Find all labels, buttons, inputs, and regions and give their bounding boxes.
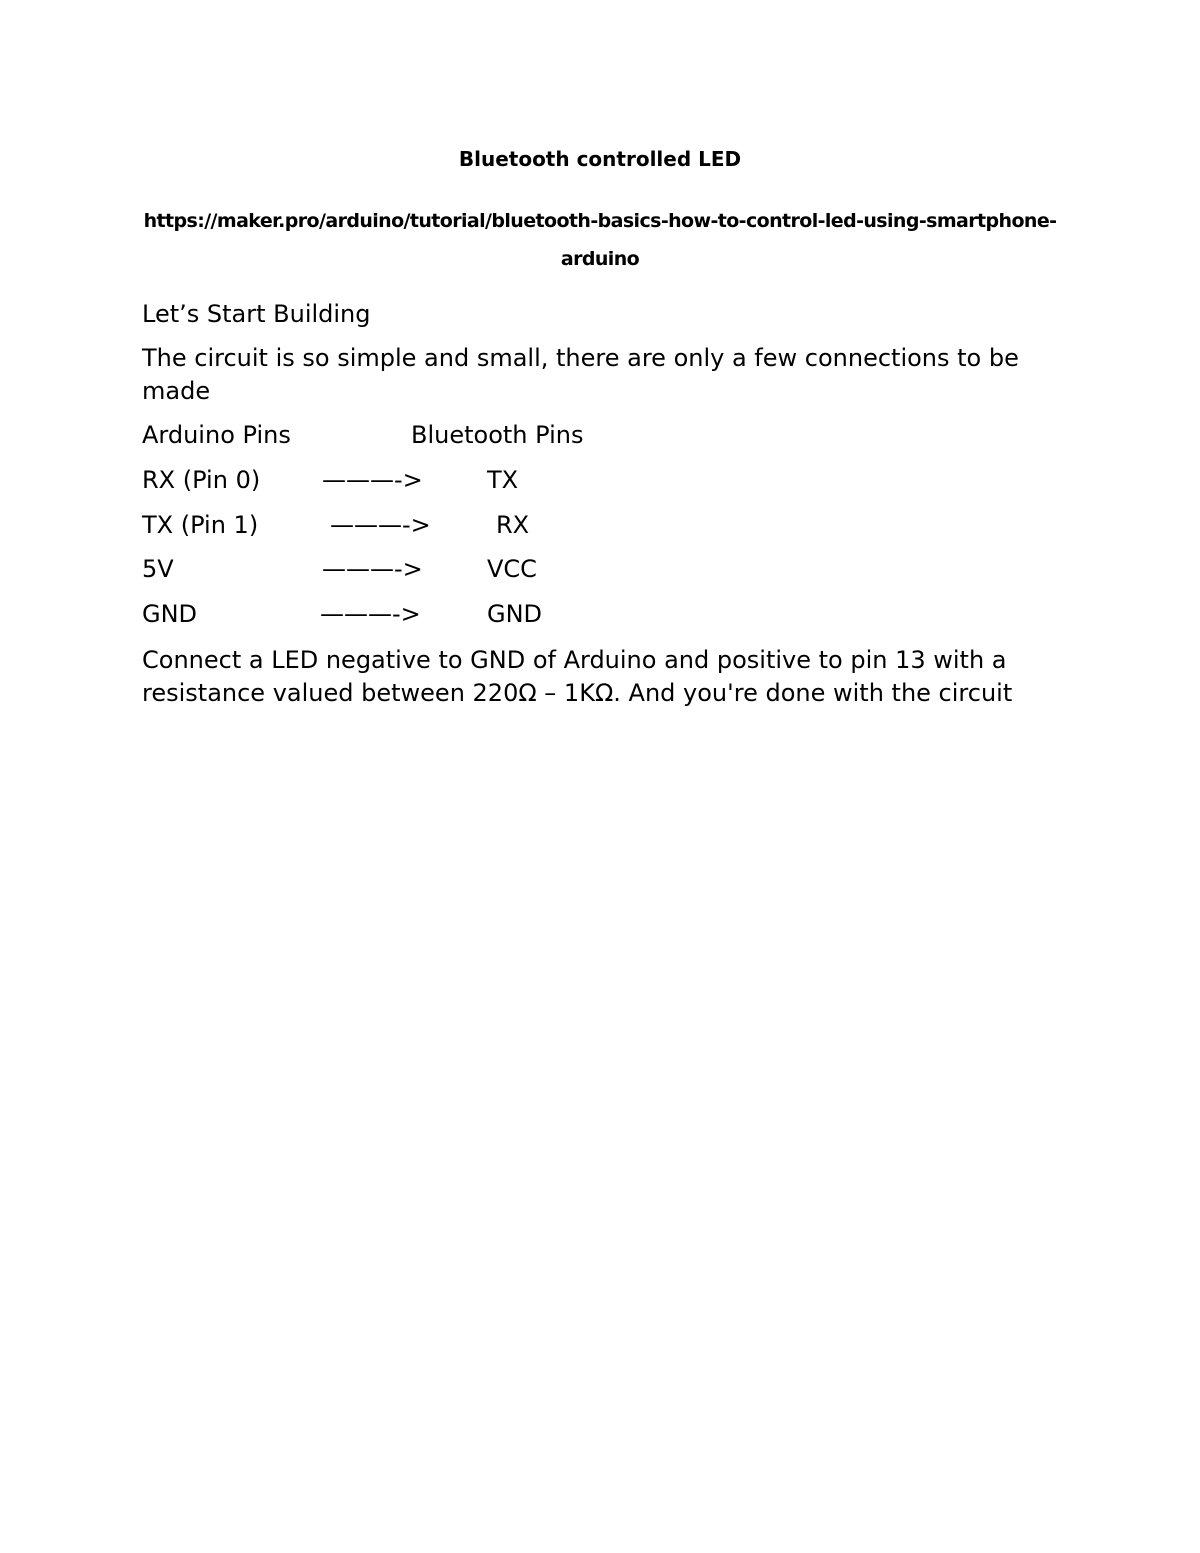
source-url: https://maker.pro/arduino/tutorial/bluetooth-basics-how-to-control-led-using-smartphone-arduino [143,210,1057,270]
bluetooth-pin: TX [487,466,519,494]
bluetooth-pin: VCC [487,555,537,583]
bluetooth-pin: RX [496,511,530,539]
intro-paragraph: The circuit is so simple and small, there are only a few connections to be made [142,344,1019,405]
bluetooth-pin: GND [487,600,543,628]
arduino-pin: 5V [142,555,174,583]
arduino-pin: RX (Pin 0) [142,466,261,494]
connection-arrow: ———-> [322,466,423,494]
closing-paragraph: Connect a LED negative to GND of Arduino and positive to pin 13 with a resistance valued between 220Ω – 1KΩ. And you're done with the circuit [142,646,1013,707]
table-header-bluetooth: Bluetooth Pins [411,421,584,449]
arduino-pin: TX (Pin 1) [142,511,259,539]
connection-arrow: ———-> [330,511,431,539]
section-heading: Let’s Start Building [142,300,371,328]
document-title: Bluetooth controlled LED [458,147,742,171]
arduino-pin: GND [142,600,198,628]
table-header-arduino: Arduino Pins [142,421,291,449]
connection-arrow: ———-> [322,555,423,583]
connection-arrow: ———-> [320,600,421,628]
